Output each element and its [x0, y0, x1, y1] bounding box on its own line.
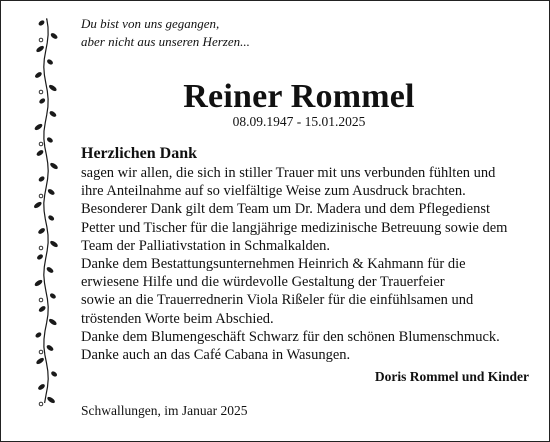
life-dates: 08.09.1947 - 15.01.2025: [232, 114, 366, 129]
vine-leaf: [38, 175, 46, 182]
text-line: Danke dem Blumengeschäft Schwarz für den schönen Blumenschmuck.: [81, 328, 500, 345]
signature: Doris Rommel und Kinder: [374, 369, 529, 384]
vine-bud: [39, 350, 43, 354]
vine-leaf: [49, 292, 57, 299]
vine-leaf: [38, 305, 47, 313]
vine-leaf: [47, 214, 55, 221]
vine-leaf: [33, 201, 43, 210]
floral-vine-decoration: [31, 15, 61, 409]
thanks-text: [81, 164, 541, 364]
vine-leaf: [37, 383, 46, 391]
deceased-name: Reiner Rommel: [183, 78, 415, 115]
vine-leaf: [36, 149, 45, 157]
vine-bud: [39, 402, 43, 406]
vine-leaf: [36, 253, 44, 260]
vine-leaf: [50, 370, 58, 377]
vine-bud: [39, 246, 43, 250]
verse-line-2: aber nicht aus unseren Herzen...: [81, 33, 250, 49]
text-line: Danke dem Bestattungsunternehmen Heinrich & Kahmann für die: [81, 256, 466, 273]
vine-leaf: [37, 227, 46, 235]
text-line: sagen wir allen, die sich in stiller Trauer mit uns verbunden fühlten und: [81, 165, 496, 181]
vine-leaf: [48, 318, 58, 327]
text-line: sowie an die Trauerrednerin Viola Rißeler für die einfühlsamen und: [81, 292, 474, 309]
memorial-verse: [81, 15, 250, 50]
vine-leaf: [35, 45, 45, 54]
text-line: Besonderer Dank gilt dem Team um Dr. Madera und dem Pflegedienst: [81, 201, 491, 218]
text-line: ihre Anteilnahme auf so vielfältige Weise zum Ausdruck brachten.: [81, 183, 466, 200]
vine-bud: [39, 142, 43, 146]
vine-leaf: [46, 266, 55, 274]
vine-leaf: [46, 344, 55, 352]
vine-leaf: [46, 396, 56, 405]
place-and-date: Schwallungen, im Januar 2025: [81, 403, 248, 418]
vine-leaf: [46, 136, 54, 143]
verse-line-1: Du bist von uns gegangen,: [81, 16, 220, 31]
vine-leaf: [38, 19, 46, 26]
vine-leaf: [34, 279, 44, 288]
vine-leaf: [47, 188, 56, 196]
text-line: erwiesene Hilfe und die würdevolle Gestaltung der Trauerfeier: [81, 274, 445, 291]
text-line: Petter und Tischer für die langjährige medizinische Betreuung sowie dem: [81, 219, 508, 236]
vine-leaf: [49, 162, 59, 171]
text-line: Team der Palliativstation in Schmalkalden.: [81, 237, 331, 254]
thanks-heading: Herzlichen Dank: [81, 145, 197, 162]
vine-leaf: [50, 32, 59, 40]
text-line: Danke auch an das Café Cabana in Wasungen.: [81, 347, 351, 364]
vine-leaf: [49, 240, 59, 249]
text-line: tröstenden Worte beim Abschied.: [81, 310, 274, 327]
vine-leaf: [46, 58, 54, 65]
vine-leaf: [35, 331, 43, 338]
vine-bud: [39, 298, 43, 302]
vine-bud: [39, 38, 43, 42]
vine-leaf: [35, 357, 45, 366]
vine-bud: [39, 194, 43, 198]
